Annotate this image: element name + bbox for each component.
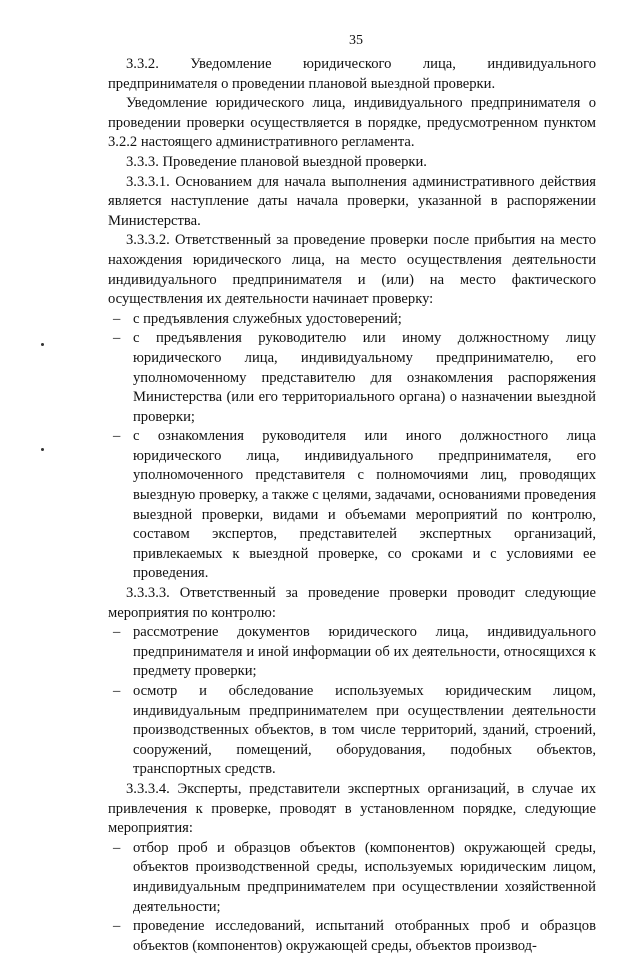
paragraph: 3.3.2. Уведомление юридического лица, индивидуального предпринимателя о проведении плановой выездной проверки.: [108, 56, 596, 92]
page-number: 35: [349, 33, 363, 48]
list-item: – с предъявления руководителю или иному должностному лицу юридического лица, индивидуальному предпринимателю, его уполномоченному представителю для ознакомления распоряжения Министерства (или его территориального органа) о назначении выездной проверки;: [108, 329, 596, 427]
list-item: – с предъявления служебных удостоверений;: [108, 310, 596, 330]
paragraph: 3.3.3.2. Ответственный за проведение проверки после прибытия на место нахождения юридического лица, на место осуществления деятельности индивидуального предпринимателя и (или) на место фактического осуществления их деятельности начинает проверку:: [108, 232, 596, 308]
margin-dot-mark: [41, 343, 44, 346]
list-item: – отбор проб и образцов объектов (компонентов) окружающей среды, объектов производственной среды, используемых юридическим лицом, индивидуальным предпринимателем при осуществлении хозяйственной деятельности;: [108, 839, 596, 917]
list-item: – с ознакомления руководителя или иного должностного лица юридического лица, индивидуального предпринимателя, его уполномоченного представителя с полномочиями лиц, проводящих выездную проверку, а также с целями, задачами, основаниями проведения выездной проверки, видами и объемами мероприятий по контролю, составом экспертов, представителей экспертных организаций, привлекаемых к выездной проверке, со сроками и с условиями ее проведения.: [108, 427, 596, 584]
list-item: – рассмотрение документов юридического лица, индивидуального предпринимателя и иной информации об их деятельности, относящихся к предмету проверки;: [108, 623, 596, 682]
dash-list: [108, 310, 596, 584]
margin-dot-mark: [41, 448, 44, 451]
paragraph: 3.3.3. Проведение плановой выездной проверки.: [126, 153, 427, 170]
dash-list: [108, 623, 596, 780]
dash-list: [108, 839, 596, 956]
paragraph: Уведомление юридического лица, индивидуального предпринимателя о проведении проверки осуществляется в порядке, предусмотренном пунктом 3.2.2 настоящего административного регламента.: [108, 95, 596, 151]
list-item: – осмотр и обследование используемых юридическим лицом, индивидуальным предпринимателем при осуществлении деятельности производственных объектов, в том числе территорий, зданий, строений, сооружений, помещений, оборудования, подобных объектов, транспортных средств.: [108, 682, 596, 780]
document-body: [108, 55, 596, 956]
list-item: – проведение исследований, испытаний отобранных проб и образцов объектов (компонентов) окружающей среды, объектов производ-: [108, 917, 596, 956]
paragraph: 3.3.3.4. Эксперты, представители экспертных организаций, в случае их привлечения к проверке, проводят в установленном порядке, следующие мероприятия:: [108, 780, 596, 837]
paragraph: 3.3.3.3. Ответственный за проведение проверки проводит следующие мероприятия по контролю:: [108, 585, 596, 621]
paragraph: 3.3.3.1. Основанием для начала выполнения административного действия является наступление даты начала проверки, указанной в распоряжении Министерства.: [108, 173, 596, 229]
